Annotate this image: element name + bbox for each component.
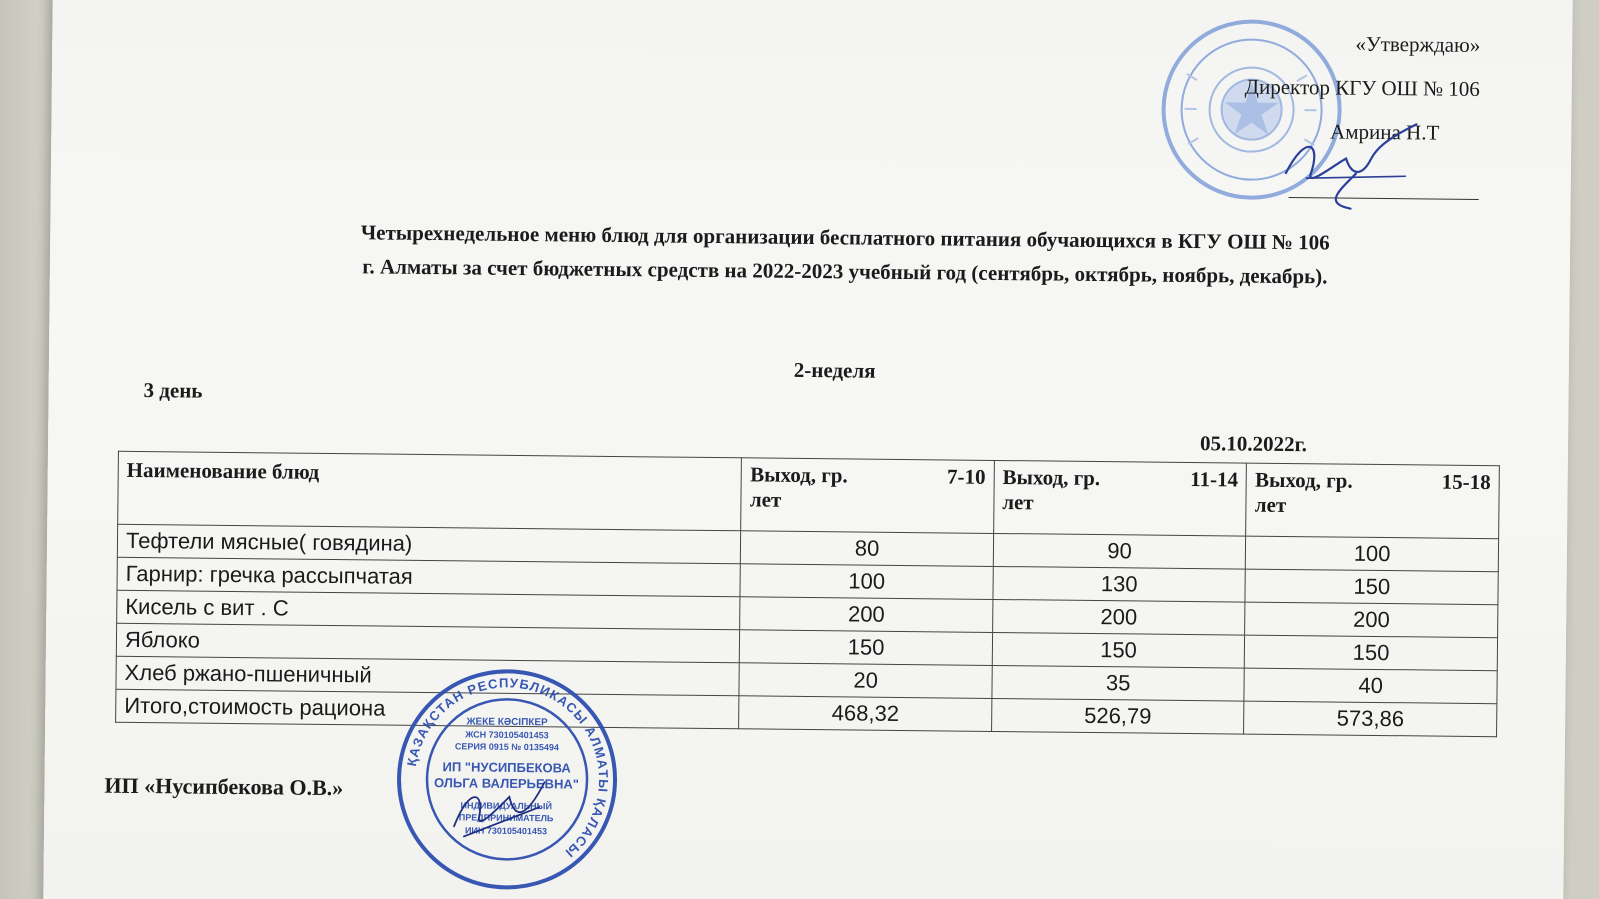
stamp-line-3: СЕРИЯ 0915 № 0135494	[454, 741, 559, 753]
stamp-line-7: ПРЕДПРИНИМАТЕЛЬ	[458, 812, 554, 824]
approval-position: Директор КГУ ОШ № 106	[1244, 74, 1480, 102]
approval-title: «Утверждаю»	[1355, 31, 1481, 58]
dish-name: Кисель с вит . С	[117, 590, 741, 630]
signer-name: ИП «Нусипбекова О.В.»	[104, 772, 344, 801]
total-7-10: 468,32	[739, 696, 992, 732]
portion-7-10: 20	[739, 663, 992, 699]
stamp-line-5: ОЛЬГА ВАЛЕРЬЕВНА"	[433, 775, 580, 792]
date-label: 05.10.2022г.	[1199, 431, 1308, 457]
stamp-line-4: ИП "НУСИПБЕКОВА	[442, 759, 571, 776]
document-page	[43, 0, 1573, 899]
portion-15-18: 100	[1246, 536, 1499, 572]
portion-15-18: 150	[1245, 569, 1498, 605]
portion-11-14: 200	[992, 599, 1245, 635]
director-signature	[1266, 103, 1437, 215]
header-col-15-18	[1246, 463, 1499, 539]
title-line-2: г. Алматы за счет бюджетных средств на 2022-2023 учебный год (сентябрь, октябрь, ноябрь, декабрь).	[362, 254, 1328, 289]
header-col-7-10-unit: лет	[749, 487, 782, 512]
header-col-7-10-range: 7-10	[946, 464, 986, 489]
portion-7-10: 80	[741, 531, 994, 567]
portion-11-14: 35	[992, 665, 1245, 701]
header-col-11-14-label: Выход, гр.	[1002, 465, 1101, 491]
dish-name: Хлеб ржано-пшеничный	[116, 656, 740, 696]
stamp-line-6: ИНДИВИДУАЛЬНЫЙ	[460, 800, 553, 812]
entrepreneur-signature	[444, 766, 555, 847]
portion-7-10: 100	[740, 564, 993, 600]
total-label: Итого,стоимость рациона	[116, 689, 740, 729]
menu-table	[115, 451, 1500, 737]
stamp-line-2: ЖСН 730105401453	[465, 729, 549, 741]
stamp-line-8: ИИН 730105401453	[464, 825, 548, 837]
portion-11-14: 130	[993, 566, 1246, 602]
header-col-11-14-unit: лет	[1002, 490, 1034, 515]
portion-11-14: 150	[992, 632, 1245, 668]
title-line-1: Четырехнедельное меню блюд для организации бесплатного питания обучающихся в КГУ ОШ № 106	[360, 220, 1330, 255]
stamp-line-1: ЖЕКЕ КӘСІПКЕР	[466, 716, 548, 729]
portion-7-10: 200	[740, 597, 993, 633]
header-col-15-18-label: Выход, гр.	[1254, 467, 1353, 493]
dish-name: Тефтели мясные( говядина)	[117, 524, 741, 564]
portion-11-14: 90	[993, 533, 1246, 569]
header-col-11-14	[993, 460, 1246, 536]
dish-name: Гарнир: гречка рассыпчатая	[117, 557, 741, 597]
header-col-7-10	[741, 458, 994, 534]
portion-15-18: 150	[1245, 635, 1498, 671]
total-11-14: 526,79	[991, 698, 1244, 734]
day-label: 3 день	[143, 378, 203, 403]
approval-name: Амрина Н.Т	[1329, 119, 1440, 145]
document-title	[225, 214, 1466, 295]
portion-15-18: 200	[1245, 602, 1498, 638]
header-col-11-14-range: 11-14	[1190, 467, 1239, 492]
header-col-15-18-range: 15-18	[1441, 469, 1491, 495]
header-col-15-18-unit: лет	[1254, 492, 1287, 518]
header-col-7-10-label: Выход, гр.	[750, 462, 848, 488]
week-label: 2-неделя	[793, 357, 876, 383]
portion-15-18: 40	[1244, 668, 1497, 704]
total-15-18: 573,86	[1244, 701, 1497, 737]
stamp-ring-text: ҚАЗАҚСТАН РЕСПУБЛИКАСЫ АЛМАТЫ ҚАЛАСЫ	[403, 675, 612, 861]
header-dish-name: Наименование блюд	[118, 451, 742, 531]
dish-name: Яблоко	[116, 623, 740, 663]
portion-7-10: 150	[740, 630, 993, 666]
